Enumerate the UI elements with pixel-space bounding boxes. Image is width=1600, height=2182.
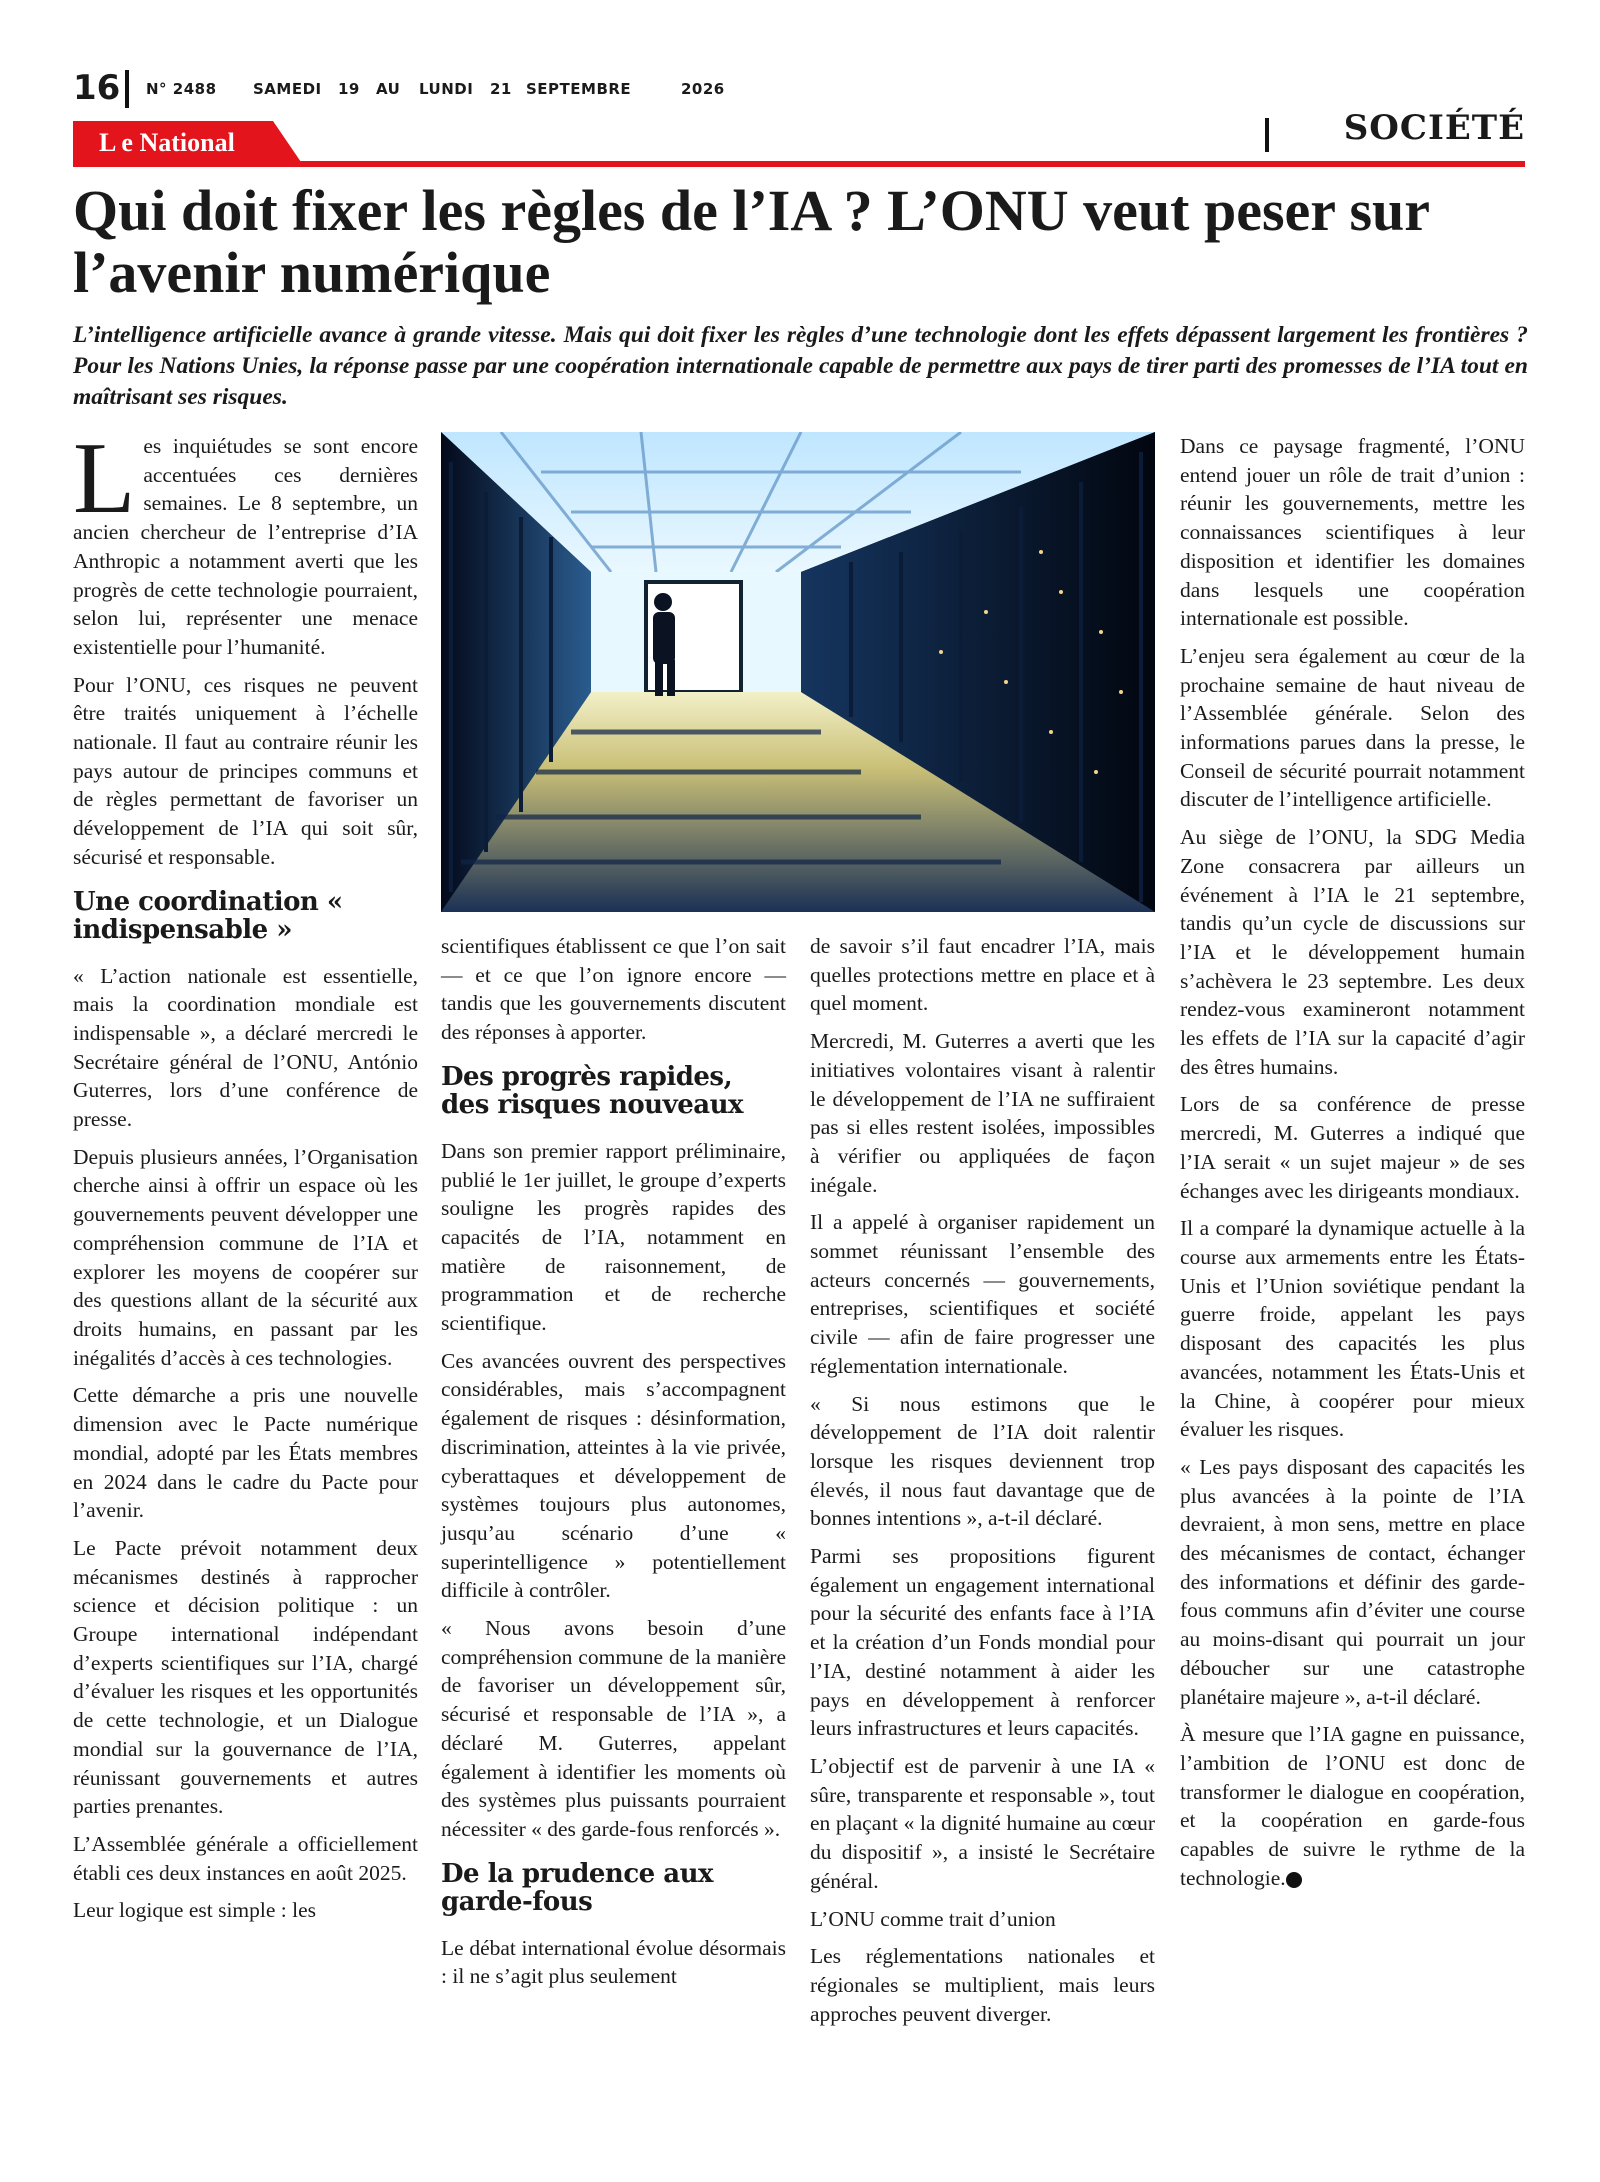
page-header: [73, 66, 1525, 110]
paragraph: « Les pays disposant des capacités les plus avancées à la pointe de l’IA devraient, à mon sens, mettre en place des mécanismes de contact, échanger des informations et définir des garde-fous communs afin d’éviter une course au moins-disant qui pourrait un jour déboucher sur une catastrophe planétaire majeure », a-t-il déclaré.: [1180, 1454, 1525, 1709]
date-month: SEPTEMBRE: [526, 80, 632, 98]
date-connector: AU: [376, 80, 401, 98]
end-of-article-icon: [1286, 1872, 1302, 1888]
paragraph: L’ONU comme trait d’union: [810, 1906, 1056, 1931]
paragraph: scientifiques établissent ce que l’on sait — et ce que l’on ignore encore — tandis que les gouvernements discutent des réponses à apporter.: [441, 934, 786, 1045]
paragraph: Dans ce paysage fragmenté, l’ONU entend jouer un rôle de trait d’union : réunir les gouvernements, mettre les connaissances scientifiques à leur disposition et identifier les domaines dans lesquels une coopération internationale est possible.: [1180, 434, 1525, 631]
paragraph: Mercredi, M. Guterres a averti que les initiatives volontaires visant à ralentir le développement de l’IA ne suffiraient pas si elles restent isolées, impossibles à vérifier ou appliquées de façon inégale.: [810, 1029, 1155, 1197]
paragraph: es inquiétudes se sont encore accentuées ces dernières semaines. Le 8 septembre, un ancien chercheur de l’entreprise d’IA Anthropic a notamment averti que les progrès de cette technologie pourraient, selon lui, représenter une menace existentielle pour l’humanité.: [73, 434, 418, 659]
server-room-photo: [441, 432, 1155, 912]
brand-name: L e National: [99, 128, 235, 157]
article-lead: L’intelligence artificielle avance à grande vitesse. Mais qui doit fixer les règles d’une technologie dont les effets dépassent largement les frontières ? Pour les Nations Unies, la réponse passe par une coopération internationale capable de permettre aux pays de tirer parti des promesses de l’IA tout en maîtrisant ses risques.: [73, 322, 1528, 410]
page-number: 16: [73, 68, 121, 108]
date-year: 2026: [681, 80, 725, 98]
paragraph: À mesure que l’IA gagne en puissance, l’ambition de l’ONU est donc de transformer le dialogue en coopération, et la coopération en garde-fous capables de suivre le rythme de la technologie.: [1180, 1722, 1525, 1890]
subheading: Des progrès rapides, des risques nouveaux: [441, 1061, 743, 1120]
date-num-1: 19: [338, 80, 360, 98]
paragraph: Il a appelé à organiser rapidement un sommet réunissant l’ensemble des acteurs concernés — gouvernements, entreprises, scientifiques et société civile — afin de faire progresser une réglementation internationale.: [810, 1210, 1155, 1378]
article-column-1: [73, 422, 418, 1934]
paragraph: Ces avancées ouvrent des perspectives considérables, mais s’accompagnent également de risques : désinformation, discrimination, atteintes à la vie privée, cyberattaques et développement de systèmes toujours plus autonomes, jusqu’au scénario d’une « superintelligence » potentiellement difficile à contrôler.: [441, 1348, 786, 1603]
paragraph: Il a comparé la dynamique actuelle à la course aux armements entre les États-Unis et l’Union soviétique pendant la guerre froide, appelant les pays disposant des capacités les plus avancées, notamment les États-Unis et la Chine, à coopérer pour mieux évaluer les risques.: [1180, 1216, 1525, 1442]
article-title: Qui doit fixer les règles de l’IA ? L’ONU veut peser sur l’avenir numérique: [73, 178, 1429, 305]
paragraph: Les réglementations nationales et régionales se multiplient, mais leurs approches peuvent diverger.: [810, 1944, 1155, 2026]
paragraph: Au siège de l’ONU, la SDG Media Zone consacrera par ailleurs un événement à l’IA le 21 septembre, tandis qu’un cycle de discussions sur l’IA et le développement humain s’achèvera le 23 septembre. Les deux rendez-vous examineront notamment les effets de l’IA sur la capacité d’agir des êtres humains.: [1180, 825, 1525, 1079]
header-divider: [125, 70, 129, 108]
section-divider: [1265, 118, 1269, 152]
paragraph: L’objectif est de parvenir à une IA « sûre, transparente et responsable », tout en plaçant « la dignité humaine au cœur du dispositif », a insisté le Secrétaire général.: [810, 1753, 1155, 1893]
paragraph: Le débat international évolue désormais : il ne s’agit plus seulement: [441, 1935, 786, 1989]
paragraph: Parmi ses propositions figurent également un engagement international pour la sécurité des enfants face à l’IA et la création d’un Fonds mondial pour l’IA, destiné notamment à aider les pays en développement à renforcer leurs infrastructures et leurs capacités.: [810, 1544, 1155, 1741]
paragraph: « Nous avons besoin d’une compréhension commune de la manière de favoriser un développement sûr, sécurisé et responsable de l’IA », a déclaré M. Guterres, appelant également à identifier les moments où des systèmes plus puissants pourraient nécessiter « des garde-fous renforcés ».: [441, 1616, 786, 1841]
date-day-1: SAMEDI: [253, 80, 322, 98]
article-column-4: [1180, 432, 1525, 1901]
paragraph: Leur logique est simple : les: [73, 1898, 317, 1923]
paragraph: L’enjeu sera également au cœur de la prochaine semaine de haut niveau de l’Assemblée générale. Selon des informations parues dans la presse, le Conseil de sécurité pourrait notamment discuter de l’intelligence artificielle.: [1180, 643, 1525, 812]
brand-tab: [73, 121, 303, 165]
article-column-3: [810, 932, 1155, 2037]
date-num-2: 21: [490, 80, 512, 98]
subheading: De la prudence aux garde-fous: [441, 1858, 713, 1917]
header-rule: [73, 161, 1525, 167]
server-room-illustration: [441, 432, 1155, 912]
section-label: SOCIÉTÉ: [1343, 108, 1525, 148]
drop-cap: L: [73, 422, 136, 535]
paragraph: « Si nous estimons que le développement de l’IA doit ralentir lorsque les risques deviennent trop élevés, il nous faut davantage que de bonnes intentions », a-t-il déclaré.: [810, 1391, 1155, 1531]
article-column-2: [441, 932, 786, 2000]
paragraph: Pour l’ONU, ces risques ne peuvent être traités uniquement à l’échelle nationale. Il faut au contraire réunir les pays autour de principes communs et de règles permettant de favoriser un développement de l’IA qui soit sûr, sécurisé et responsable.: [73, 672, 418, 869]
paragraph: Le Pacte prévoit notamment deux mécanismes destinés à rapprocher science et décision politique : un Groupe international indépendant d’experts scientifiques sur l’IA, chargé d’évaluer les risques et les opportunités de cette technologie, et un Dialogue mondial sur la gouvernance de l’IA, réunissant gouvernements et autres parties prenantes.: [73, 1535, 418, 1819]
date-day-2: LUNDI: [419, 80, 474, 98]
paragraph: L’Assemblée générale a officiellement établi ces deux instances en août 2025.: [73, 1831, 418, 1885]
issue-number: N° 2488: [146, 80, 217, 98]
subheading: Une coordination « indispensable »: [73, 886, 343, 945]
paragraph: Depuis plusieurs années, l’Organisation cherche ainsi à offrir un espace où les gouvernements peuvent développer une compréhension commune de l’IA et explorer les moyens de coopérer sur des questions allant de la sécurité aux droits humains, en passant par les inégalités d’accès à ces technologies.: [73, 1144, 418, 1370]
paragraph: « L’action nationale est essentielle, mais la coordination mondiale est indispensable », a déclaré mercredi le Secrétaire général de l’ONU, António Guterres, lors d’une conférence de presse.: [73, 963, 418, 1132]
paragraph: Dans son premier rapport préliminaire, publié le 1er juillet, le groupe d’experts souligne les progrès rapides des capacités de l’IA, notamment en matière de raisonnement, de programmation et de recherche scientifique.: [441, 1138, 786, 1336]
paragraph: Lors de sa conférence de presse mercredi, M. Guterres a indiqué que l’IA serait « un sujet majeur » de ses échanges avec les dirigeants mondiaux.: [1180, 1092, 1525, 1203]
paragraph: Cette démarche a pris une nouvelle dimension avec le Pacte numérique mondial, adopté par les États membres en 2024 dans le cadre du Pacte pour l’avenir.: [73, 1383, 418, 1523]
paragraph: de savoir s’il faut encadrer l’IA, mais quelles protections mettre en place et à quel moment.: [810, 934, 1155, 1016]
